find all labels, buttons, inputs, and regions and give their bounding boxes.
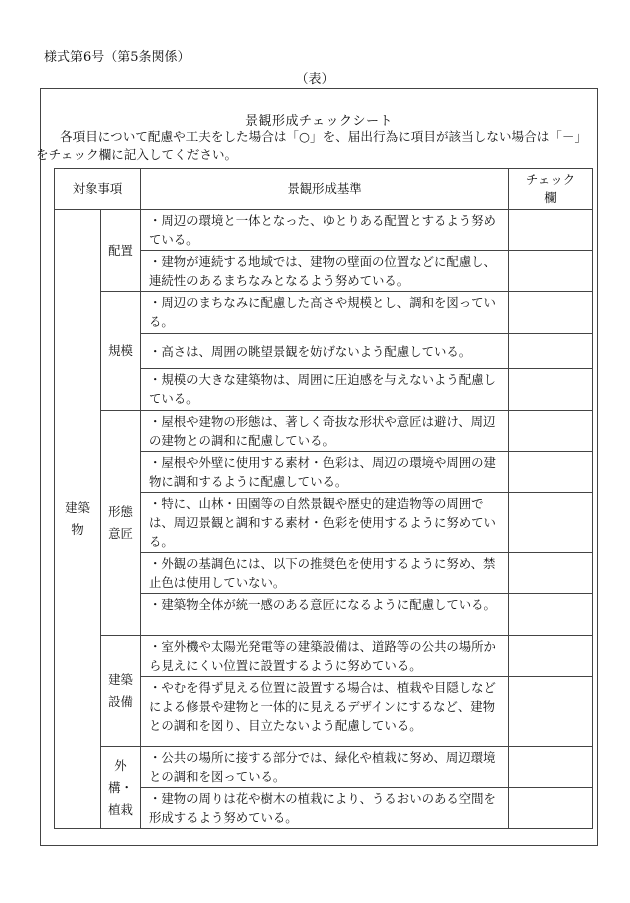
group-label-line2: 物: [71, 522, 84, 537]
table-row: [55, 636, 593, 677]
category-kibo: 規模: [101, 292, 141, 411]
instruction-line-2: をチェック欄に記入してください。: [36, 147, 238, 162]
criterion-14: ・建物の周りは花や樹木の植栽により、うるおいのある空間を形成するよう努めている。: [141, 788, 509, 829]
criterion-1: ・周辺の環境と一体となった、ゆとりある配置とするよう努めている。: [141, 210, 509, 251]
criterion-4: ・高さは、周囲の眺望景観を妨げないよう配慮している。: [141, 334, 509, 369]
criterion-11: ・室外機や太陽光発電等の建築設備は、道路等の公共の場所から見えにくい位置に設置するように努めている。: [141, 636, 509, 677]
checklist-table: [54, 168, 593, 829]
category-setsubi: [101, 636, 141, 747]
header-criteria: 景観形成基準: [141, 169, 509, 210]
group-label-line1: 建築: [65, 500, 90, 515]
sheet-title: 景観形成チェックシート: [244, 114, 394, 129]
criterion-8: ・特に、山林・田園等の自然景観や歴史的建造物等の周囲では、周辺景観と調和する素材・色彩を使用するように努めている。: [141, 493, 509, 553]
check-cell-11[interactable]: [509, 636, 593, 677]
check-cell-12[interactable]: [509, 677, 593, 747]
table-row: [55, 747, 593, 788]
check-cell-1[interactable]: [509, 210, 593, 251]
header-check-line2: 欄: [544, 190, 557, 205]
check-cell-9[interactable]: [509, 553, 593, 594]
criterion-13: ・公共の場所に接する部分では、緑化や植栽に努め、周辺環境との調和を図っている。: [141, 747, 509, 788]
check-cell-13[interactable]: [509, 747, 593, 788]
check-cell-6[interactable]: [509, 411, 593, 452]
check-cell-7[interactable]: [509, 452, 593, 493]
criterion-7: ・屋根や外壁に使用する素材・色彩は、周辺の環境や周囲の建物に調和するように配慮している。: [141, 452, 509, 493]
front-side-label: （表）: [295, 72, 335, 87]
header-row: [55, 169, 593, 210]
category-setsubi-line1: 建築: [108, 672, 133, 687]
criterion-12: ・やむを得ず見える位置に設置する場合は、植栽や目隠しなどによる修景や建物と一体的に見えるデザインにするなど、建物との調和を図り、目立たないよう配慮している。: [141, 677, 509, 747]
criterion-2: ・建物が連続する地域では、建物の壁面の位置などに配慮し、連続性のあるまちなみとなるよう努めている。: [141, 251, 509, 292]
criterion-5: ・規模の大きな建築物は、周囲に圧迫感を与えないよう配慮している。: [141, 369, 509, 411]
check-cell-14[interactable]: [509, 788, 593, 829]
category-setsubi-line2: 設備: [108, 694, 133, 709]
criterion-3: ・周辺のまちなみに配慮した高さや規模とし、調和を図っている。: [141, 292, 509, 334]
check-cell-8[interactable]: [509, 493, 593, 553]
category-gaiko: [101, 747, 141, 829]
header-check: [509, 169, 593, 210]
table-row: [55, 292, 593, 334]
header-subject: 対象事項: [55, 169, 141, 210]
instructions: [36, 128, 600, 164]
instruction-line-1: 各項目について配慮や工夫をした場合は「○」を、届出行為に項目が該当しない場合は「－」: [60, 129, 588, 144]
category-keitai-line2: 意匠: [108, 526, 133, 541]
category-gaiko-line3: 植栽: [108, 801, 133, 817]
check-cell-2[interactable]: [509, 251, 593, 292]
check-cell-10[interactable]: [509, 594, 593, 636]
criterion-10: ・建築物全体が統一感のある意匠になるように配慮している。: [141, 594, 509, 636]
category-keitai-line1: 形態: [108, 504, 133, 519]
form-number: 様式第6号（第5条関係）: [44, 50, 191, 65]
table-row: [55, 411, 593, 452]
check-cell-3[interactable]: [509, 292, 593, 334]
category-haichi: 配置: [101, 210, 141, 292]
category-gaiko-line1: 外: [114, 757, 127, 773]
header-check-line1: チェック: [525, 172, 576, 187]
category-keitai: [101, 411, 141, 636]
check-cell-4[interactable]: [509, 334, 593, 369]
category-gaiko-line2: 構・: [108, 779, 133, 795]
table-row: [55, 210, 593, 251]
group-building: [55, 210, 101, 829]
criterion-6: ・屋根や建物の形態は、著しく奇抜な形状や意匠は避け、周辺の建物との調和に配慮している。: [141, 411, 509, 452]
criterion-9: ・外観の基調色には、以下の推奨色を使用するように努め、禁止色は使用していない。: [141, 553, 509, 594]
check-cell-5[interactable]: [509, 369, 593, 411]
